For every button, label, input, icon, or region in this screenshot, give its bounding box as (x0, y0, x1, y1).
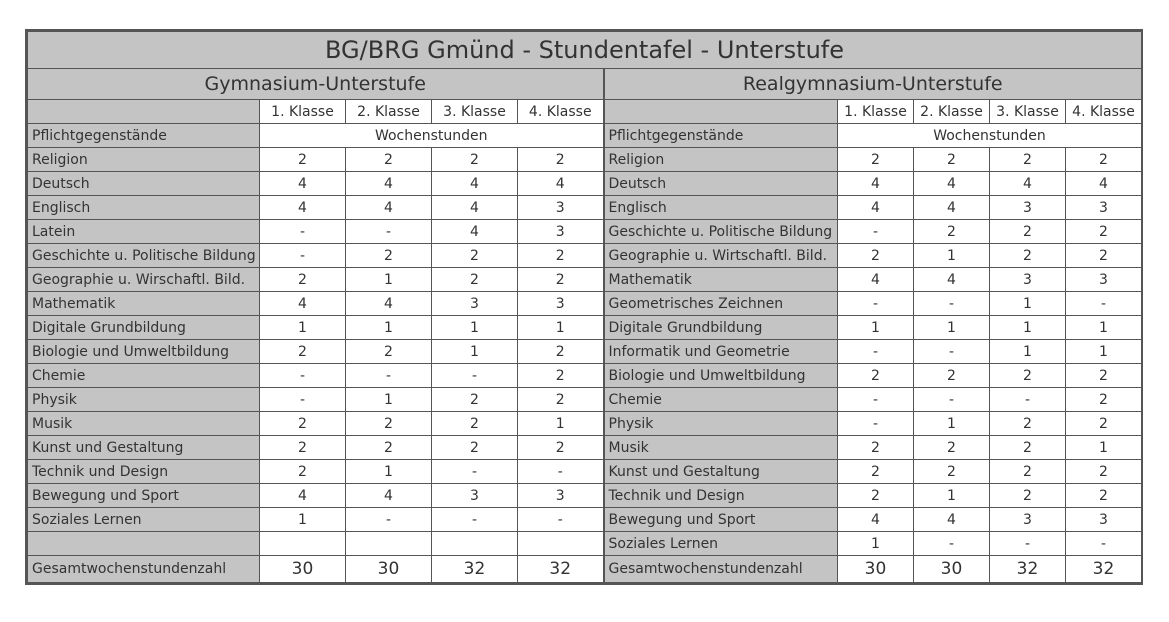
right-subject-name: Religion (604, 148, 838, 172)
right-total-label: Gesamtwochenstundenzahl (604, 556, 838, 583)
left-subject-name: Digitale Grundbildung (28, 316, 260, 340)
right-subject-name: Soziales Lernen (604, 532, 838, 556)
left-class-header: 2. Klasse (346, 100, 432, 124)
table-row (28, 244, 1142, 268)
right-hours-cell: 3 (1066, 196, 1142, 220)
right-hours-cell: 1 (990, 292, 1066, 316)
left-subjects-label: Pflichtgegenstände (28, 124, 260, 148)
right-hours-cell: 3 (990, 268, 1066, 292)
left-hours-cell: - (432, 364, 518, 388)
right-hours-cell: 2 (1066, 484, 1142, 508)
right-subjects-label: Pflichtgegenstände (604, 124, 838, 148)
timetable-grid (27, 31, 1142, 583)
left-hours-cell: 2 (346, 244, 432, 268)
left-hours-cell (432, 532, 518, 556)
right-hours-cell: 2 (838, 244, 914, 268)
left-hours-cell: 2 (260, 460, 346, 484)
right-subject-name: Biologie und Umweltbildung (604, 364, 838, 388)
left-hours-cell: - (432, 460, 518, 484)
right-hours-cell: 4 (838, 268, 914, 292)
right-hours-cell: 4 (1066, 172, 1142, 196)
right-hours-cell: 2 (838, 364, 914, 388)
right-hours-cell: 1 (914, 484, 990, 508)
right-hours-cell: 2 (1066, 220, 1142, 244)
right-subject-name: Informatik und Geometrie (604, 340, 838, 364)
left-hours-cell: 2 (346, 436, 432, 460)
right-subject-name: Bewegung und Sport (604, 508, 838, 532)
left-hours-cell: 4 (346, 196, 432, 220)
left-subject-name: Chemie (28, 364, 260, 388)
right-hours-cell: 3 (1066, 268, 1142, 292)
right-hours-cell: 2 (990, 364, 1066, 388)
left-total-value: 32 (432, 556, 518, 583)
left-hours-cell: - (518, 508, 604, 532)
right-hours-cell: 2 (990, 412, 1066, 436)
left-hours-cell (260, 532, 346, 556)
left-hours-cell: 2 (432, 268, 518, 292)
right-subject-name: Physik (604, 412, 838, 436)
right-hours-cell: - (914, 388, 990, 412)
right-subject-name: Deutsch (604, 172, 838, 196)
left-hours-cell: 4 (260, 484, 346, 508)
right-hours-cell: 1 (1066, 436, 1142, 460)
right-header-blank (604, 100, 838, 124)
left-hours-cell: 4 (346, 484, 432, 508)
left-hours-cell: 4 (346, 292, 432, 316)
left-hours-cell: 2 (260, 436, 346, 460)
table-row (28, 340, 1142, 364)
table-row (28, 148, 1142, 172)
right-hours-cell: 2 (838, 148, 914, 172)
right-hours-cell: 4 (914, 508, 990, 532)
page-title: BG/BRG Gmünd - Stundentafel - Unterstufe (28, 32, 1142, 69)
left-hours-cell: 2 (518, 436, 604, 460)
right-hours-cell: 1 (914, 244, 990, 268)
left-hours-cell: - (518, 460, 604, 484)
left-hours-cell: 2 (518, 388, 604, 412)
left-hours-cell: 3 (432, 484, 518, 508)
right-hours-cell: 2 (990, 220, 1066, 244)
right-hours-cell: 1 (990, 340, 1066, 364)
left-hours-cell: 3 (432, 292, 518, 316)
right-hours-cell: 1 (838, 532, 914, 556)
right-hours-cell: 2 (990, 244, 1066, 268)
left-subject-name: Kunst und Gestaltung (28, 436, 260, 460)
right-hours-cell: 2 (1066, 412, 1142, 436)
table-row (28, 220, 1142, 244)
right-subject-name: Geschichte u. Politische Bildung (604, 220, 838, 244)
left-hours-cell: - (260, 364, 346, 388)
left-hours-cell: - (260, 220, 346, 244)
right-class-header: 2. Klasse (914, 100, 990, 124)
right-hours-cell: - (914, 340, 990, 364)
table-row (28, 460, 1142, 484)
right-hours-cell: 2 (990, 484, 1066, 508)
left-hours-cell: 1 (346, 460, 432, 484)
right-subject-name: Geographie u. Wirtschaftl. Bild. (604, 244, 838, 268)
left-subject-name: Religion (28, 148, 260, 172)
table-row (28, 364, 1142, 388)
left-subject-name: Mathematik (28, 292, 260, 316)
right-hours-cell: 1 (914, 412, 990, 436)
right-hours-cell: 2 (914, 436, 990, 460)
left-subject-name: Physik (28, 388, 260, 412)
table-row (28, 292, 1142, 316)
right-section-heading: Realgymnasium-Unterstufe (604, 69, 1142, 100)
right-subject-name: Kunst und Gestaltung (604, 460, 838, 484)
right-hours-cell: 3 (1066, 508, 1142, 532)
left-subject-name: Technik und Design (28, 460, 260, 484)
left-hours-cell: 2 (432, 388, 518, 412)
right-class-header: 4. Klasse (1066, 100, 1142, 124)
right-hours-cell: 2 (1066, 148, 1142, 172)
left-class-header: 3. Klasse (432, 100, 518, 124)
right-hours-cell: - (838, 340, 914, 364)
right-hours-cell: 1 (914, 316, 990, 340)
left-hours-cell: 3 (518, 196, 604, 220)
left-hours-cell: 1 (346, 316, 432, 340)
left-hours-cell: - (346, 364, 432, 388)
right-hours-cell: 2 (914, 220, 990, 244)
left-hours-cell: 4 (260, 172, 346, 196)
left-subject-name: Englisch (28, 196, 260, 220)
right-subject-name: Englisch (604, 196, 838, 220)
right-hours-cell: 1 (990, 316, 1066, 340)
right-hours-cell: - (914, 532, 990, 556)
right-hours-cell: 3 (990, 196, 1066, 220)
table-row (28, 316, 1142, 340)
left-hours-cell: - (346, 220, 432, 244)
left-hours-cell: 2 (432, 412, 518, 436)
table-row (28, 532, 1142, 556)
table-row (28, 484, 1142, 508)
left-hours-cell: 2 (346, 340, 432, 364)
left-hours-cell: - (260, 388, 346, 412)
left-hours-cell: 2 (260, 340, 346, 364)
left-subject-name: Musik (28, 412, 260, 436)
left-total-label: Gesamtwochenstundenzahl (28, 556, 260, 583)
left-hours-cell: 2 (432, 244, 518, 268)
right-hours-cell: - (1066, 292, 1142, 316)
left-subject-name: Geschichte u. Politische Bildung (28, 244, 260, 268)
table-row (28, 412, 1142, 436)
right-total-value: 32 (990, 556, 1066, 583)
right-hours-cell: - (838, 220, 914, 244)
left-hours-cell: - (432, 508, 518, 532)
left-hours-cell: 2 (518, 148, 604, 172)
left-hours-cell: 1 (260, 316, 346, 340)
table-row (28, 388, 1142, 412)
left-hours-cell: 1 (518, 316, 604, 340)
left-hours-cell: 2 (518, 268, 604, 292)
table-row (28, 172, 1142, 196)
right-hours-cell: 4 (914, 268, 990, 292)
total-row (28, 556, 1142, 583)
left-hours-cell (346, 532, 432, 556)
left-hours-cell: 4 (432, 172, 518, 196)
table-row (28, 508, 1142, 532)
right-hours-cell: 4 (838, 196, 914, 220)
left-hours-cell: 1 (518, 412, 604, 436)
left-subject-name (28, 532, 260, 556)
left-hours-cell: 2 (432, 436, 518, 460)
left-hours-cell: 2 (518, 364, 604, 388)
right-hours-cell: - (838, 412, 914, 436)
left-hours-cell: - (260, 244, 346, 268)
right-hours-cell: 2 (990, 436, 1066, 460)
left-hours-cell: 1 (432, 340, 518, 364)
left-subject-name: Deutsch (28, 172, 260, 196)
left-hours-label: Wochenstunden (260, 124, 604, 148)
left-hours-cell: 1 (260, 508, 346, 532)
left-hours-cell: 4 (260, 196, 346, 220)
left-total-value: 32 (518, 556, 604, 583)
left-hours-cell: 1 (346, 388, 432, 412)
left-class-header: 1. Klasse (260, 100, 346, 124)
right-hours-cell: 2 (1066, 460, 1142, 484)
right-hours-cell: - (1066, 532, 1142, 556)
left-header-blank (28, 100, 260, 124)
right-hours-cell: 4 (914, 172, 990, 196)
left-hours-cell: 3 (518, 220, 604, 244)
left-class-header: 4. Klasse (518, 100, 604, 124)
left-hours-cell: 2 (346, 148, 432, 172)
right-class-header: 1. Klasse (838, 100, 914, 124)
right-hours-cell: 4 (990, 172, 1066, 196)
left-hours-cell: 3 (518, 292, 604, 316)
left-hours-cell: 2 (432, 148, 518, 172)
left-hours-cell: 4 (518, 172, 604, 196)
right-hours-cell: 2 (838, 484, 914, 508)
left-hours-cell: - (346, 508, 432, 532)
right-hours-cell: - (990, 388, 1066, 412)
right-hours-cell: 1 (1066, 316, 1142, 340)
right-hours-cell: 1 (838, 316, 914, 340)
left-hours-cell: 4 (432, 220, 518, 244)
left-section-heading: Gymnasium-Unterstufe (28, 69, 604, 100)
right-total-value: 32 (1066, 556, 1142, 583)
left-total-value: 30 (260, 556, 346, 583)
left-subject-name: Soziales Lernen (28, 508, 260, 532)
left-hours-cell (518, 532, 604, 556)
right-subject-name: Geometrisches Zeichnen (604, 292, 838, 316)
left-hours-cell: 4 (432, 196, 518, 220)
right-subject-name: Digitale Grundbildung (604, 316, 838, 340)
left-hours-cell: 2 (518, 244, 604, 268)
right-hours-cell: 2 (914, 148, 990, 172)
left-hours-cell: 4 (346, 172, 432, 196)
table-row (28, 436, 1142, 460)
left-hours-cell: 3 (518, 484, 604, 508)
right-hours-cell: 4 (838, 508, 914, 532)
table-row (28, 268, 1142, 292)
right-subject-name: Musik (604, 436, 838, 460)
right-hours-cell: 2 (1066, 364, 1142, 388)
right-hours-cell: 2 (914, 460, 990, 484)
left-hours-cell: 2 (346, 412, 432, 436)
right-hours-cell: 2 (838, 436, 914, 460)
left-total-value: 30 (346, 556, 432, 583)
right-total-value: 30 (838, 556, 914, 583)
left-subject-name: Biologie und Umweltbildung (28, 340, 260, 364)
right-hours-cell: - (914, 292, 990, 316)
left-hours-cell: 2 (260, 268, 346, 292)
right-class-header: 3. Klasse (990, 100, 1066, 124)
left-subject-name: Geographie u. Wirschaftl. Bild. (28, 268, 260, 292)
right-hours-cell: 2 (990, 148, 1066, 172)
left-subject-name: Bewegung und Sport (28, 484, 260, 508)
right-subject-name: Technik und Design (604, 484, 838, 508)
right-hours-cell: 2 (838, 460, 914, 484)
right-subject-name: Chemie (604, 388, 838, 412)
left-hours-cell: 4 (260, 292, 346, 316)
right-hours-cell: 2 (1066, 244, 1142, 268)
right-hours-label: Wochenstunden (838, 124, 1142, 148)
timetable (25, 29, 1143, 585)
right-hours-cell: - (838, 292, 914, 316)
table-row (28, 196, 1142, 220)
right-hours-cell: 2 (914, 364, 990, 388)
right-total-value: 30 (914, 556, 990, 583)
right-hours-cell: 2 (990, 460, 1066, 484)
right-hours-cell: 2 (1066, 388, 1142, 412)
left-hours-cell: 1 (432, 316, 518, 340)
right-hours-cell: 3 (990, 508, 1066, 532)
right-hours-cell: 1 (1066, 340, 1142, 364)
right-hours-cell: 4 (914, 196, 990, 220)
right-hours-cell: 4 (838, 172, 914, 196)
right-hours-cell: - (990, 532, 1066, 556)
right-hours-cell: - (838, 388, 914, 412)
left-hours-cell: 2 (260, 148, 346, 172)
left-hours-cell: 1 (346, 268, 432, 292)
left-hours-cell: 2 (518, 340, 604, 364)
left-hours-cell: 2 (260, 412, 346, 436)
left-subject-name: Latein (28, 220, 260, 244)
right-subject-name: Mathematik (604, 268, 838, 292)
